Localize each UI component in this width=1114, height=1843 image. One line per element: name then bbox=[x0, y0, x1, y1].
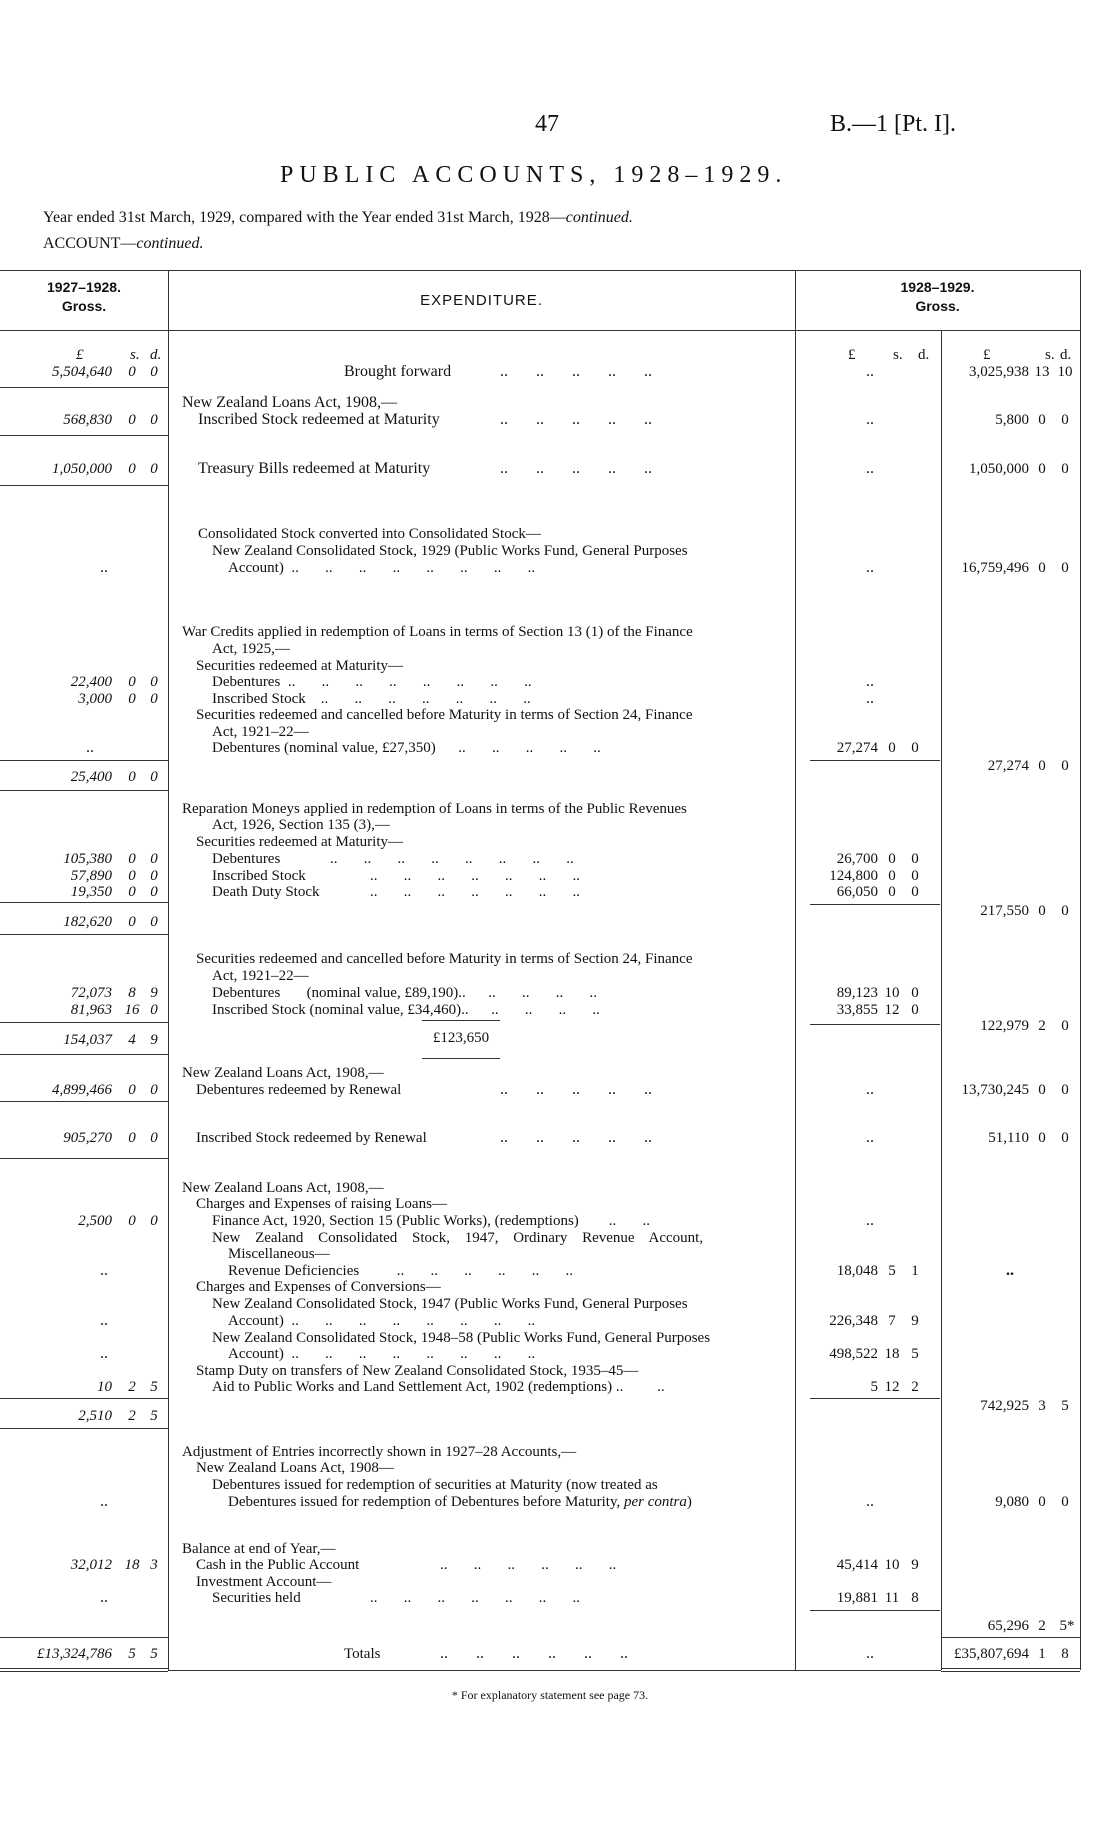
ch-l9-prev: .. bbox=[100, 1312, 108, 1329]
rep-l2: Act, 1926, Section 135 (3),— bbox=[212, 817, 390, 833]
rep-item-prev-d: 0 bbox=[150, 868, 158, 884]
rep-item-mid-d: 0 bbox=[911, 884, 919, 900]
treasury-prev-s: 0 bbox=[128, 461, 136, 477]
rep-gross: 217,550 bbox=[980, 903, 1029, 919]
treasury-gross-d: 0 bbox=[1061, 461, 1069, 477]
sec-l2: Act, 1921–22— bbox=[212, 968, 309, 984]
rep-item-mid-s: 0 bbox=[888, 884, 896, 900]
row-rule bbox=[0, 902, 168, 903]
bal-gross-d: 5* bbox=[1059, 1618, 1075, 1634]
ch-gross: 742,925 bbox=[980, 1398, 1029, 1414]
ren-deb-gross-s: 0 bbox=[1038, 1082, 1046, 1098]
ren-ins-gross: 51,110 bbox=[988, 1130, 1029, 1146]
sec-deb-mid: 89,123 bbox=[836, 985, 878, 1001]
war-l6-mid-s: 0 bbox=[888, 740, 896, 756]
sec-deb-prev-d: 9 bbox=[150, 985, 158, 1001]
ch-l9-mid-d: 9 bbox=[911, 1313, 919, 1329]
bal-l2: Cash in the Public Account bbox=[196, 1557, 360, 1573]
rep-item-mid-s: 0 bbox=[888, 868, 896, 884]
adj-l3: Debentures issued for redemption of securities at Maturity (now treated as bbox=[212, 1477, 658, 1493]
rep-item-mid-s: 0 bbox=[888, 851, 896, 867]
page-number: 47 bbox=[535, 111, 559, 137]
subtotal-rule bbox=[810, 1398, 940, 1399]
ren-deb-prev-s: 0 bbox=[128, 1082, 136, 1098]
ren-ins-prev: 905,270 bbox=[63, 1130, 112, 1146]
nzla1-leader: .. .. .. .. .. bbox=[500, 411, 652, 428]
consol-l3-text: Account) bbox=[228, 560, 284, 576]
war-deb-label: Debentures bbox=[212, 674, 281, 690]
ch-l13-mid-s: 12 bbox=[884, 1379, 900, 1395]
sec-deb-label: Debentures bbox=[212, 985, 281, 1001]
ch-total-prev: 2,510 bbox=[78, 1408, 112, 1424]
war-deb: Debentures .. .. .. .. .. .. .. .. bbox=[212, 674, 532, 690]
sec-deb-mid-d: 0 bbox=[911, 985, 919, 1001]
rep-gross-s: 0 bbox=[1038, 903, 1046, 919]
treasury-gross: 1,050,000 bbox=[969, 461, 1029, 477]
ch-l6-mid-d: 1 bbox=[911, 1263, 919, 1279]
ch-l9-label: Account) bbox=[228, 1313, 284, 1329]
account-label-continued: continued. bbox=[136, 235, 204, 252]
ch-l3-prev-d: 0 bbox=[150, 1213, 158, 1229]
war-l6-prev: .. bbox=[86, 739, 94, 756]
consol-l1: Consolidated Stock converted into Consolidated Stock— bbox=[198, 526, 541, 542]
consol-prev: .. bbox=[100, 559, 108, 576]
adj-gross: 9,080 bbox=[995, 1494, 1029, 1510]
ren-deb-label: Debentures redeemed by Renewal bbox=[196, 1082, 402, 1098]
row-rule bbox=[0, 1398, 168, 1399]
ch-l6-gross: .. bbox=[1006, 1262, 1014, 1279]
sec-ins-label: Inscribed Stock (nominal value, £34,460) bbox=[212, 1002, 462, 1018]
ch-l8: New Zealand Consolidated Stock, 1947 (Public Works Fund, General Purposes bbox=[212, 1296, 688, 1312]
ch-l6: Revenue Deficiencies .. .. .. .. .. .. bbox=[228, 1263, 573, 1279]
sec-total-prev-s: 4 bbox=[128, 1032, 136, 1048]
bf-label-text: Brought forward bbox=[344, 363, 452, 380]
row-rule bbox=[0, 1022, 168, 1023]
bal-l3: Investment Account— bbox=[196, 1574, 332, 1590]
ren-ins-leader: .. .. .. .. .. bbox=[500, 1129, 652, 1146]
ch-l4: New Zealand Consolidated Stock, 1947, Ordinary Revenue Account, bbox=[212, 1230, 704, 1246]
ch-l3-prev: 2,500 bbox=[78, 1213, 112, 1229]
curr-year-gross: Gross. bbox=[915, 298, 960, 314]
sec-l1: Securities redeemed and cancelled before Maturity in terms of Section 24, Finance bbox=[196, 951, 693, 967]
treasury-mid: .. bbox=[866, 460, 874, 477]
totals-prev-s: 5 bbox=[128, 1646, 136, 1662]
consol-l2: New Zealand Consolidated Stock, 1929 (Public Works Fund, General Purposes bbox=[212, 543, 688, 559]
sec-deb: Debentures (nominal value, £89,190).. .. .. .. .. bbox=[212, 985, 597, 1001]
ch-l6-prev: .. bbox=[100, 1262, 108, 1279]
row-rule bbox=[0, 1428, 168, 1429]
subtotal-rule bbox=[810, 1610, 940, 1611]
rep-l1: Reparation Moneys applied in redemption of Loans in terms of the Public Revenues bbox=[182, 801, 687, 817]
mid-unit-d: d. bbox=[918, 347, 930, 363]
war-deb-prev-s: 0 bbox=[128, 674, 136, 690]
sec-ins-mid: 33,855 bbox=[836, 1002, 878, 1018]
bal-l4-mid-d: 8 bbox=[911, 1590, 919, 1606]
war-l6: Debentures (nominal value, £27,350) .. .. .. .. .. bbox=[212, 740, 601, 756]
sec-deb-nominal: (nominal value, £89,190) bbox=[306, 985, 459, 1001]
sec-ins-prev: 81,963 bbox=[70, 1002, 112, 1018]
war-ins-prev: 3,000 bbox=[78, 691, 112, 707]
sec-total-prev: 154,037 bbox=[63, 1032, 112, 1048]
subtotal-rule bbox=[810, 904, 940, 905]
war-gross-d: 0 bbox=[1061, 758, 1069, 774]
ch-total-prev-s: 2 bbox=[128, 1408, 136, 1424]
rep-item-mid: 26,700 bbox=[836, 851, 878, 867]
ch-l13-label: Aid to Public Works and Land Settlement Act, 1902 (redemptions) bbox=[212, 1379, 613, 1395]
consol-gross-d: 0 bbox=[1061, 560, 1069, 576]
row-rule bbox=[0, 485, 168, 486]
bf-gross: 3,025,938 bbox=[969, 364, 1029, 380]
bf-prev: 5,504,640 bbox=[52, 364, 112, 380]
sec-ins-prev-d: 0 bbox=[150, 1002, 158, 1018]
subtitle-continued: continued. bbox=[565, 209, 633, 226]
rep-item-prev-d: 0 bbox=[150, 851, 158, 867]
curr-year-label: 1928–1929. bbox=[900, 279, 975, 295]
nzla1-gross: 5,800 bbox=[995, 412, 1029, 428]
treasury-prev-d: 0 bbox=[150, 461, 158, 477]
ch-l9: Account) .. .. .. .. .. .. .. .. bbox=[228, 1313, 536, 1329]
ch-l6-mid-s: 5 bbox=[888, 1263, 896, 1279]
ch-l3: Finance Act, 1920, Section 15 (Public Works), (redemptions) .. .. bbox=[212, 1213, 651, 1229]
treasury-prev: 1,050,000 bbox=[52, 461, 112, 477]
war-l2: Act, 1925,— bbox=[212, 641, 290, 657]
rep-item-prev: 105,380 bbox=[63, 851, 112, 867]
account-label-main: ACCOUNT— bbox=[43, 235, 137, 252]
rep-item-mid-d: 0 bbox=[911, 851, 919, 867]
row-rule bbox=[0, 435, 168, 436]
table-top-rule bbox=[0, 270, 1080, 271]
consol-gross-s: 0 bbox=[1038, 560, 1046, 576]
war-deb-prev: 22,400 bbox=[70, 674, 112, 690]
bf-mid: .. bbox=[866, 363, 874, 380]
sec-total-prev-d: 9 bbox=[150, 1032, 158, 1048]
ch-l2: Charges and Expenses of raising Loans— bbox=[196, 1196, 447, 1212]
war-l6-mid-d: 0 bbox=[911, 740, 919, 756]
nzla1-heading: New Zealand Loans Act, 1908,— bbox=[182, 394, 398, 411]
bf-leader: .. .. .. .. .. bbox=[500, 363, 652, 380]
table-header-rule bbox=[0, 330, 1080, 331]
rep-item-label: Debentures bbox=[212, 851, 281, 867]
table-right-edge bbox=[1080, 270, 1081, 1670]
ch-l11-mid: 498,522 bbox=[829, 1346, 878, 1362]
ch-l13: Aid to Public Works and Land Settlement Act, 1902 (redemptions) .. .. bbox=[212, 1379, 665, 1395]
treasury-label: Treasury Bills redeemed at Maturity bbox=[198, 460, 431, 477]
rep-item-prev-d: 0 bbox=[150, 884, 158, 900]
sec-ins-mid-d: 0 bbox=[911, 1002, 919, 1018]
nzla1-label: Inscribed Stock redeemed at Maturity bbox=[198, 411, 440, 428]
ch-l1: New Zealand Loans Act, 1908,— bbox=[182, 1180, 384, 1196]
row-rule bbox=[0, 790, 168, 791]
totals-prev-d: 5 bbox=[150, 1646, 158, 1662]
prev-year-gross: Gross. bbox=[61, 298, 107, 314]
war-gross: 27,274 bbox=[987, 758, 1029, 774]
nzla1-prev-s: 0 bbox=[128, 412, 136, 428]
war-total-prev-s: 0 bbox=[128, 769, 136, 785]
col-divider-2 bbox=[795, 270, 796, 1670]
bf-gross-d: 10 bbox=[1057, 364, 1073, 380]
ren-ins-prev-d: 0 bbox=[150, 1130, 158, 1146]
sec-deb-prev: 72,073 bbox=[70, 985, 112, 1001]
war-gross-s: 0 bbox=[1038, 758, 1046, 774]
mid-unit-pound: £ bbox=[848, 347, 856, 363]
bf-prev-s: 0 bbox=[128, 364, 136, 380]
ch-l11: Account) .. .. .. .. .. .. .. .. bbox=[228, 1346, 536, 1362]
rep-item-mid: 66,050 bbox=[836, 884, 878, 900]
ch-l7: Charges and Expenses of Conversions— bbox=[196, 1279, 441, 1295]
adj-l4: Debentures issued for redemption of Debentures before Maturity, per contra) bbox=[228, 1494, 692, 1510]
bf-gross-s: 13 bbox=[1034, 364, 1050, 380]
rep-total-prev: 182,620 bbox=[63, 914, 112, 930]
row-rule bbox=[0, 934, 168, 935]
ch-l3-label: Finance Act, 1920, Section 15 (Public Works), (redemptions) bbox=[212, 1213, 579, 1229]
table-bottom-double-rule bbox=[0, 1668, 168, 1672]
gross-unit-d: d. bbox=[1060, 347, 1072, 363]
ren-deb-gross: 13,730,245 bbox=[961, 1082, 1029, 1098]
ch-l11-mid-s: 18 bbox=[884, 1346, 900, 1362]
ch-l13-prev-d: 5 bbox=[150, 1379, 158, 1395]
rep-item-leader: .. .. .. .. .. .. .. bbox=[370, 868, 580, 884]
ch-l11-prev: .. bbox=[100, 1345, 108, 1362]
row-rule bbox=[0, 760, 168, 761]
sec-ins-mid-s: 12 bbox=[884, 1002, 900, 1018]
war-l5: Act, 1921–22— bbox=[212, 724, 309, 740]
bf-prev-d: 0 bbox=[150, 364, 158, 380]
ch-l9-mid-s: 7 bbox=[888, 1313, 896, 1329]
subtotal-rule bbox=[810, 1024, 940, 1025]
adj-l4-italic: per contra bbox=[623, 1494, 687, 1510]
nzla1-mid: .. bbox=[866, 411, 874, 428]
ren-ins-gross-d: 0 bbox=[1061, 1130, 1069, 1146]
row-rule bbox=[0, 1101, 168, 1102]
footnote: * For explanatory statement see page 73. bbox=[451, 1688, 649, 1702]
subtotal-rule bbox=[810, 760, 940, 761]
treasury-gross-s: 0 bbox=[1038, 461, 1046, 477]
rep-item-mid: 124,800 bbox=[829, 868, 878, 884]
adj-l4-text: Debentures issued for redemption of Debentures before Maturity, bbox=[228, 1494, 621, 1510]
consol-gross: 16,759,496 bbox=[961, 560, 1029, 576]
rep-item-prev-s: 0 bbox=[128, 851, 136, 867]
prev-year-header bbox=[0, 278, 168, 316]
war-l1: War Credits applied in redemption of Loans in terms of Section 13 (1) of the Finance bbox=[182, 624, 693, 640]
adj-l2: New Zealand Loans Act, 1908— bbox=[196, 1460, 394, 1476]
ch-total-prev-d: 5 bbox=[150, 1408, 158, 1424]
row-rule bbox=[0, 1054, 168, 1055]
expenditure-header: EXPENDITURE. bbox=[420, 292, 543, 309]
ch-l11-label: Account) bbox=[228, 1346, 284, 1362]
rep-item-prev-s: 0 bbox=[128, 868, 136, 884]
ch-l9-mid: 226,348 bbox=[829, 1313, 878, 1329]
bal-gross: 65,296 bbox=[987, 1618, 1029, 1634]
ch-l5: Miscellaneous— bbox=[228, 1246, 330, 1262]
totals-gross: £35,807,694 bbox=[954, 1646, 1029, 1662]
adj-mid: .. bbox=[866, 1493, 874, 1510]
bal-l1: Balance at end of Year,— bbox=[182, 1541, 336, 1557]
war-ins-prev-s: 0 bbox=[128, 691, 136, 707]
col-divider-1 bbox=[168, 270, 169, 1670]
nzla1-prev: 568,830 bbox=[63, 412, 112, 428]
ch-l6-mid: 18,048 bbox=[836, 1263, 878, 1279]
totals-gross-d: 8 bbox=[1061, 1646, 1069, 1662]
war-l4: Securities redeemed and cancelled before Maturity in terms of Section 24, Finance bbox=[196, 707, 693, 723]
bal-l2-mid: 45,414 bbox=[836, 1557, 878, 1573]
war-l3: Securities redeemed at Maturity— bbox=[196, 658, 404, 674]
prev-unit-s: s. bbox=[130, 347, 140, 363]
ch-gross-s: 3 bbox=[1038, 1398, 1046, 1414]
subtitle bbox=[43, 210, 633, 226]
bal-l4: Securities held bbox=[212, 1590, 301, 1606]
sec-ins-prev-s: 16 bbox=[124, 1002, 140, 1018]
ch-l13-mid-d: 2 bbox=[911, 1379, 919, 1395]
totals-mid: .. bbox=[866, 1645, 874, 1662]
sec-nominal-total: £123,650 bbox=[432, 1030, 490, 1046]
rep-item-leader: .. .. .. .. .. .. .. .. bbox=[330, 851, 574, 867]
rep-item-prev: 57,890 bbox=[70, 868, 112, 884]
treasury-leader: .. .. .. .. .. bbox=[500, 460, 652, 477]
sec-gross: 122,979 bbox=[980, 1018, 1029, 1034]
prev-year-label: 1927–1928. bbox=[47, 279, 121, 295]
nzla1-prev-d: 0 bbox=[150, 412, 158, 428]
nzla1-gross-s: 0 bbox=[1038, 412, 1046, 428]
gross-unit-pound: £ bbox=[983, 347, 991, 363]
totals-label: Totals bbox=[344, 1646, 381, 1662]
bal-l2-mid-d: 9 bbox=[911, 1557, 919, 1573]
nominal-rule bbox=[422, 1058, 500, 1059]
nominal-rule bbox=[422, 1020, 500, 1021]
bal-l2-prev-s: 18 bbox=[124, 1557, 140, 1573]
bal-l4-prev: .. bbox=[100, 1589, 108, 1606]
col-divider-3 bbox=[941, 330, 942, 1670]
bal-l2-prev-d: 3 bbox=[150, 1557, 158, 1573]
rep-item-mid-d: 0 bbox=[911, 868, 919, 884]
war-total-prev-d: 0 bbox=[150, 769, 158, 785]
ren-ins-prev-s: 0 bbox=[128, 1130, 136, 1146]
adj-prev: .. bbox=[100, 1493, 108, 1510]
ren-deb-heading: New Zealand Loans Act, 1908,— bbox=[182, 1065, 384, 1081]
war-deb-mid: .. bbox=[866, 673, 874, 690]
ch-l3-mid: .. bbox=[866, 1212, 874, 1229]
bal-l2-mid-s: 10 bbox=[884, 1557, 900, 1573]
war-deb-prev-d: 0 bbox=[150, 674, 158, 690]
row-rule bbox=[0, 1158, 168, 1159]
ch-l11-mid-d: 5 bbox=[911, 1346, 919, 1362]
rep-gross-d: 0 bbox=[1061, 903, 1069, 919]
ren-deb-prev-d: 0 bbox=[150, 1082, 158, 1098]
ch-l13-prev-s: 2 bbox=[128, 1379, 136, 1395]
totals-gross-s: 1 bbox=[1038, 1646, 1046, 1662]
ren-ins-mid: .. bbox=[866, 1129, 874, 1146]
adj-gross-d: 0 bbox=[1061, 1494, 1069, 1510]
rep-item-label: Inscribed Stock bbox=[212, 868, 306, 884]
sec-gross-s: 2 bbox=[1038, 1018, 1046, 1034]
sec-deb-prev-s: 8 bbox=[128, 985, 136, 1001]
document-reference: B.—1 [Pt. I]. bbox=[830, 111, 956, 137]
bal-l4-mid-s: 11 bbox=[884, 1590, 900, 1606]
bal-gross-s: 2 bbox=[1038, 1618, 1046, 1634]
totals-prev: £13,324,786 bbox=[37, 1646, 112, 1662]
rep-item-prev: 19,350 bbox=[70, 884, 112, 900]
war-l6-label: Debentures (nominal value, £27,350) bbox=[212, 740, 436, 756]
ren-deb-leader: .. .. .. .. .. bbox=[500, 1081, 652, 1098]
bf-label bbox=[344, 364, 451, 380]
table-bottom-rule bbox=[168, 1670, 941, 1671]
rep-total-prev-s: 0 bbox=[128, 914, 136, 930]
consol-l3: Account) .. .. .. .. .. .. .. .. bbox=[228, 560, 536, 576]
war-ins-mid: .. bbox=[866, 690, 874, 707]
rep-item-label: Death Duty Stock bbox=[212, 884, 320, 900]
account-label bbox=[43, 236, 203, 252]
bal-l4-leader: .. .. .. .. .. .. .. bbox=[370, 1590, 580, 1606]
ch-l13-prev: 10 bbox=[97, 1379, 112, 1395]
sec-ins: Inscribed Stock (nominal value, £34,460).. .. .. .. .. bbox=[212, 1002, 600, 1018]
rep-l3: Securities redeemed at Maturity— bbox=[196, 834, 404, 850]
adj-l1: Adjustment of Entries incorrectly shown in 1927–28 Accounts,— bbox=[182, 1444, 577, 1460]
sec-deb-mid-s: 10 bbox=[884, 985, 900, 1001]
war-l6-mid: 27,274 bbox=[836, 740, 878, 756]
rep-item-prev-s: 0 bbox=[128, 884, 136, 900]
bal-l4-mid: 19,881 bbox=[836, 1590, 878, 1606]
prev-unit-d: d. bbox=[150, 347, 162, 363]
ren-ins-label: Inscribed Stock redeemed by Renewal bbox=[196, 1130, 427, 1146]
curr-year-header bbox=[795, 278, 1080, 316]
ch-gross-d: 5 bbox=[1061, 1398, 1069, 1414]
bal-l2-prev: 32,012 bbox=[70, 1557, 112, 1573]
gross-unit-s: s. bbox=[1045, 347, 1055, 363]
rep-item-leader: .. .. .. .. .. .. .. bbox=[370, 884, 580, 900]
sec-gross-d: 0 bbox=[1061, 1018, 1069, 1034]
ch-l3-prev-s: 0 bbox=[128, 1213, 136, 1229]
page-title: PUBLIC ACCOUNTS, 1928–1929. bbox=[280, 162, 788, 188]
ren-deb-prev: 4,899,466 bbox=[52, 1082, 112, 1098]
war-ins-label: Inscribed Stock bbox=[212, 691, 306, 707]
ch-l12: Stamp Duty on transfers of New Zealand Consolidated Stock, 1935–45— bbox=[196, 1363, 639, 1379]
war-ins-prev-d: 0 bbox=[150, 691, 158, 707]
totals-rule bbox=[941, 1637, 1080, 1638]
ch-l6-label: Revenue Deficiencies bbox=[228, 1263, 360, 1279]
mid-unit-s: s. bbox=[893, 347, 903, 363]
ren-ins-gross-s: 0 bbox=[1038, 1130, 1046, 1146]
totals-rule bbox=[0, 1637, 168, 1638]
bal-l2-leader: .. .. .. .. .. .. bbox=[440, 1557, 617, 1573]
ch-l13-mid: 5 bbox=[870, 1379, 878, 1395]
ren-deb-mid: .. bbox=[866, 1081, 874, 1098]
table-bottom-double-rule bbox=[941, 1668, 1080, 1672]
subtitle-main: Year ended 31st March, 1929, compared with the Year ended 31st March, 1928— bbox=[43, 209, 566, 226]
ch-l10: New Zealand Consolidated Stock, 1948–58 (Public Works Fund, General Purposes bbox=[212, 1330, 711, 1346]
row-rule bbox=[0, 387, 168, 388]
rep-total-prev-d: 0 bbox=[150, 914, 158, 930]
prev-unit-pound: £ bbox=[76, 347, 84, 363]
consol-mid: .. bbox=[866, 559, 874, 576]
nzla1-gross-d: 0 bbox=[1061, 412, 1069, 428]
war-total-prev: 25,400 bbox=[70, 769, 112, 785]
adj-gross-s: 0 bbox=[1038, 1494, 1046, 1510]
war-ins: Inscribed Stock .. .. .. .. .. .. .. bbox=[212, 691, 531, 707]
ren-deb-gross-d: 0 bbox=[1061, 1082, 1069, 1098]
totals-leader: .. .. .. .. .. .. bbox=[440, 1645, 628, 1662]
